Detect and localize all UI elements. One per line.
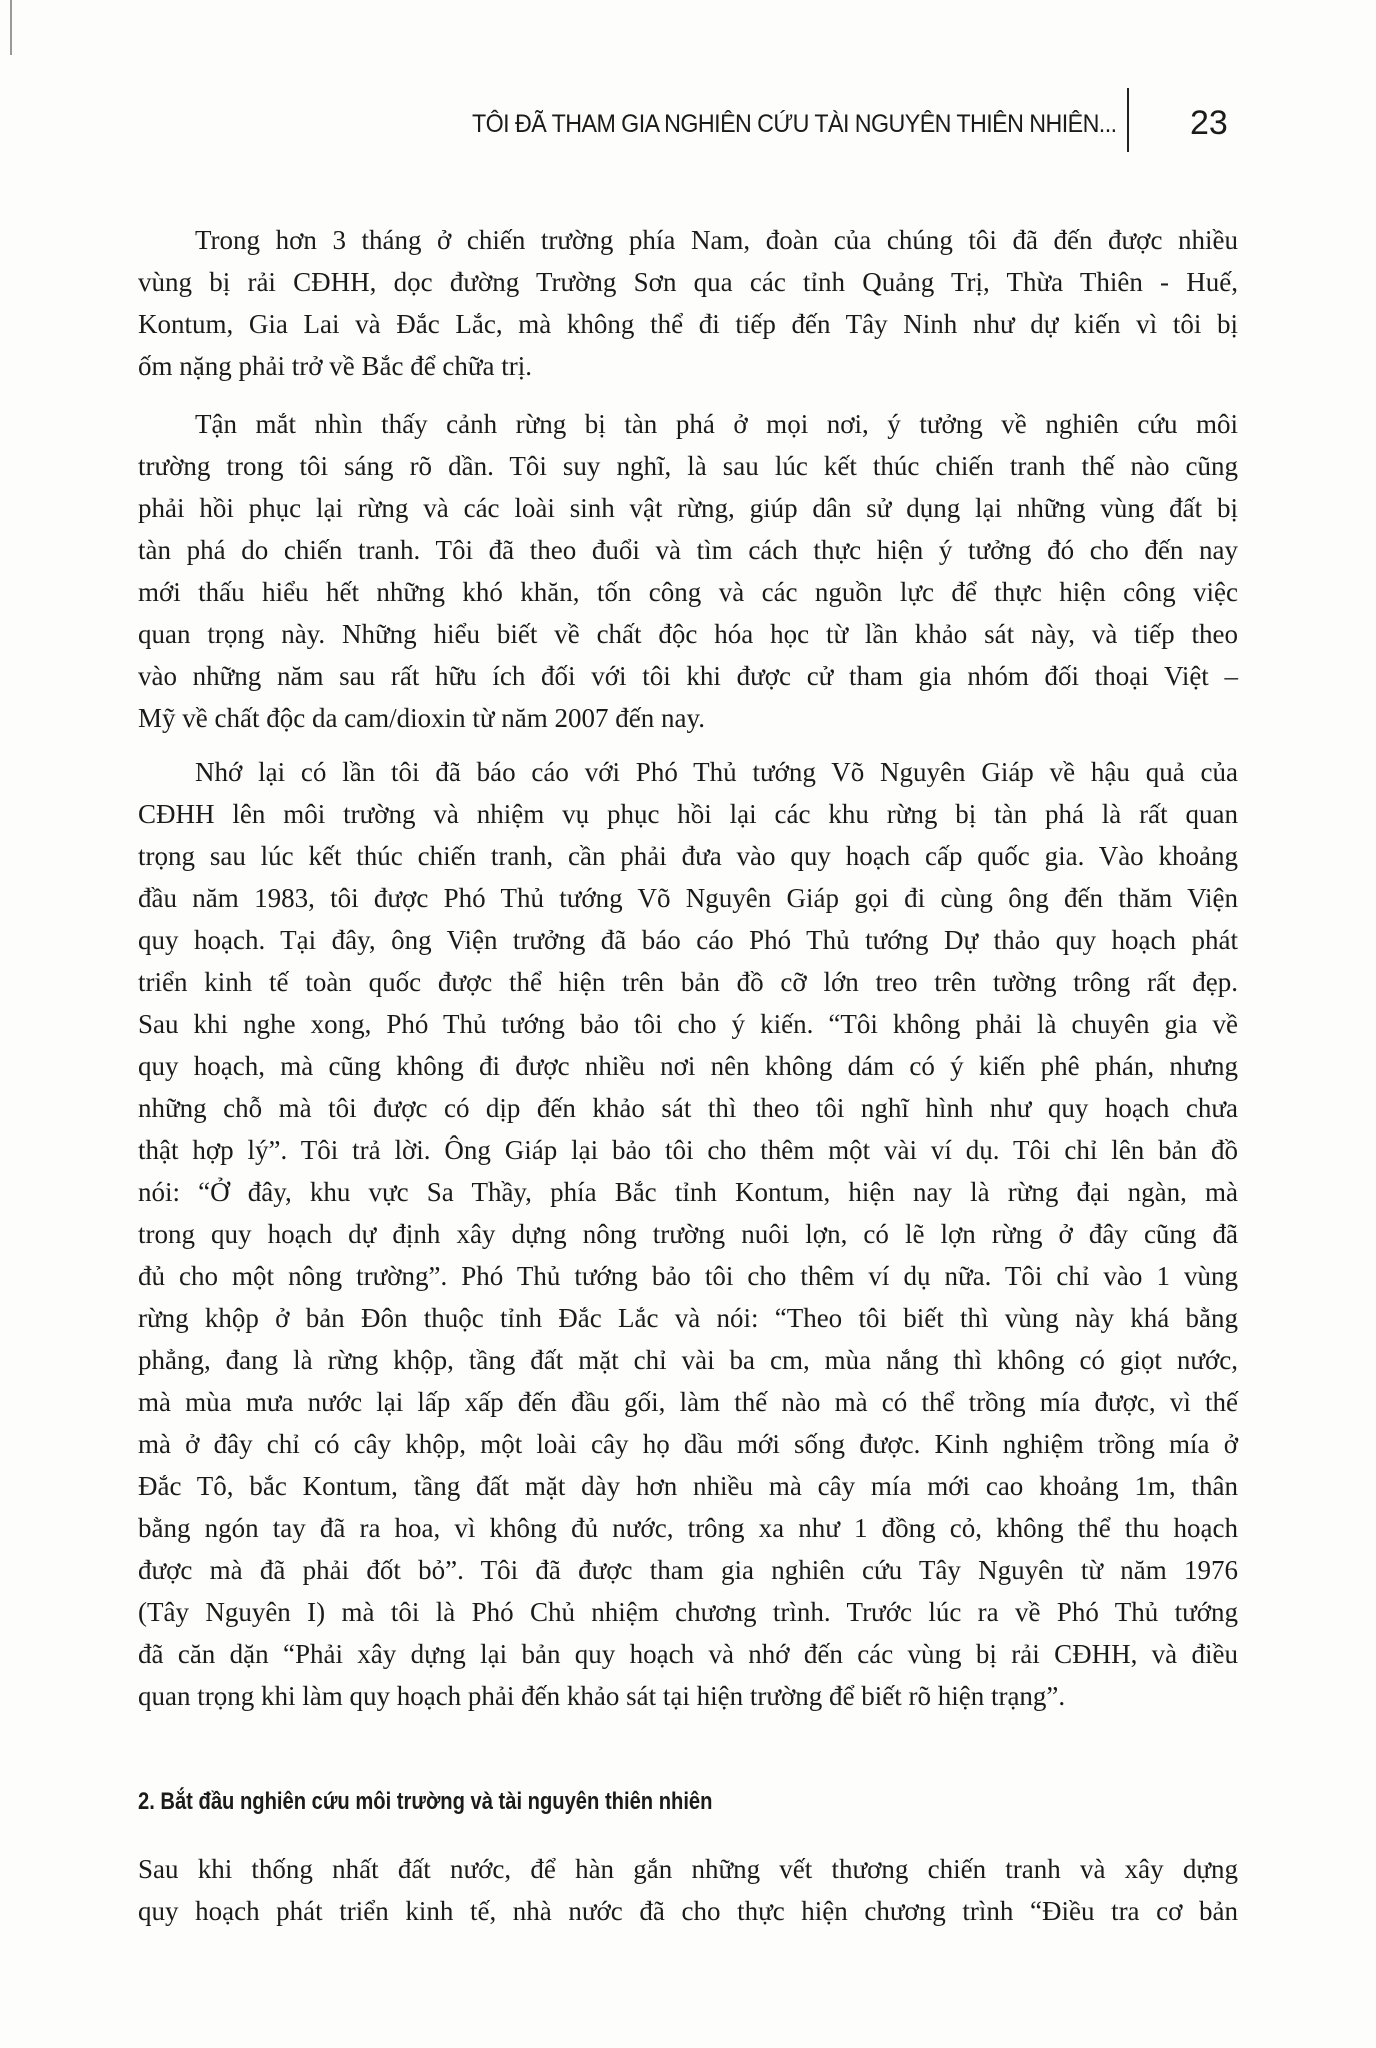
text-line: mà mùa mưa nước lại lấp xấp đến đầu gối, làm thế nào mà có thể trồng mía được, vì thế — [138, 1387, 1238, 1417]
paragraph-3 — [138, 751, 1238, 1717]
text-line: nói: “Ở đây, khu vực Sa Thầy, phía Bắc tỉnh Kontum, hiện nay là rừng đại ngàn, mà — [138, 1177, 1238, 1207]
text-line: Trong hơn 3 tháng ở chiến trường phía Nam, đoàn của chúng tôi đã đến được nhiều — [195, 225, 1238, 255]
text-line: ốm nặng phải trở về Bắc để chữa trị. — [138, 351, 533, 381]
text-line: quy hoạch, mà cũng không đi được nhiều nơi nên không dám có ý kiến phê phán, nhưng — [138, 1051, 1238, 1081]
text-line: quan trọng này. Những hiểu biết về chất độc hóa học từ lần khảo sát này, và tiếp theo — [138, 619, 1238, 649]
text-line: trường trong tôi sáng rõ dần. Tôi suy nghĩ, là sau lúc kết thúc chiến tranh thế nào cũng — [138, 451, 1238, 481]
running-header-title: TÔI ĐÃ THAM GIA NGHIÊN CỨU TÀI NGUYÊN THIÊN NHIÊN... — [472, 110, 1117, 138]
text-line: mới thấu hiểu hết những khó khăn, tốn công và các nguồn lực để thực hiện công việc — [138, 577, 1238, 607]
text-line: phải hồi phục lại rừng và các loài sinh vật rừng, giúp dân sử dụng lại những vùng đất bị — [138, 493, 1238, 523]
text-line: rừng khộp ở bản Đôn thuộc tỉnh Đắc Lắc và nói: “Theo tôi biết thì vùng này khá bằng — [138, 1303, 1238, 1333]
paragraph-2 — [138, 403, 1238, 739]
text-line: Đắc Tô, bắc Kontum, tầng đất mặt dày hơn nhiều mà cây mía mới cao khoảng 1m, thân — [138, 1471, 1238, 1501]
paragraph-4 — [138, 1848, 1238, 1932]
text-line: được mà đã phải đốt bỏ”. Tôi đã được tham gia nghiên cứu Tây Nguyên từ năm 1976 — [138, 1555, 1238, 1585]
text-line: triển kinh tế toàn quốc được thể hiện trên bản đồ cỡ lớn treo trên tường trông rất đẹp. — [138, 967, 1238, 997]
text-line: thật hợp lý”. Tôi trả lời. Ông Giáp lại bảo tôi cho thêm một vài ví dụ. Tôi chỉ lên bản đồ — [138, 1135, 1238, 1165]
text-line: trong quy hoạch dự định xây dựng nông trường nuôi lợn, có lẽ lợn rừng ở đây cũng đã — [138, 1219, 1238, 1249]
text-line: vùng bị rải CĐHH, dọc đường Trường Sơn qua các tỉnh Quảng Trị, Thừa Thiên - Huế, — [138, 267, 1238, 297]
text-line: bằng ngón tay đã ra hoa, vì không đủ nước, trông xa như 1 đồng cỏ, không thể thu hoạch — [138, 1513, 1238, 1543]
text-line: những chỗ mà tôi được có dịp đến khảo sát thì theo tôi nghĩ hình như quy hoạch chưa — [138, 1093, 1238, 1123]
text-line: Nhớ lại có lần tôi đã báo cáo với Phó Thủ tướng Võ Nguyên Giáp về hậu quả của — [195, 757, 1238, 787]
section-heading: 2. Bắt đầu nghiên cứu môi trường và tài nguyên thiên nhiên — [138, 1788, 713, 1815]
header-divider — [1127, 88, 1129, 152]
page-number: 23 — [1190, 104, 1228, 142]
text-line: trọng sau lúc kết thúc chiến tranh, cần phải đưa vào quy hoạch cấp quốc gia. Vào khoảng — [138, 841, 1238, 871]
text-line: Kontum, Gia Lai và Đắc Lắc, mà không thể đi tiếp đến Tây Ninh như dự kiến vì tôi bị — [138, 309, 1238, 339]
text-line: đã căn dặn “Phải xây dựng lại bản quy hoạch và nhớ đến các vùng bị rải CĐHH, và điều — [138, 1639, 1238, 1669]
text-line: Tận mắt nhìn thấy cảnh rừng bị tàn phá ở mọi nơi, ý tưởng về nghiên cứu môi — [195, 409, 1238, 439]
text-line: mà ở đây chỉ có cây khộp, một loài cây họ dầu mới sống được. Kinh nghiệm trồng mía ở — [138, 1429, 1238, 1459]
text-line: vào những năm sau rất hữu ích đối với tôi khi được cử tham gia nhóm đối thoại Việt – — [138, 661, 1238, 691]
text-line: Sau khi thống nhất đất nước, để hàn gắn những vết thương chiến tranh và xây dựng — [138, 1854, 1238, 1884]
text-line: phẳng, đang là rừng khộp, tầng đất mặt chỉ vài ba cm, mùa nắng thì không có giọt nước, — [138, 1345, 1238, 1375]
paragraph-1 — [138, 219, 1238, 387]
text-line: quan trọng khi làm quy hoạch phải đến khảo sát tại hiện trường để biết rõ hiện trạng”. — [138, 1681, 1066, 1711]
text-line: tàn phá do chiến tranh. Tôi đã theo đuổi và tìm cách thực hiện ý tưởng đó cho đến nay — [138, 535, 1238, 565]
text-line: Sau khi nghe xong, Phó Thủ tướng bảo tôi cho ý kiến. “Tôi không phải là chuyên gia về — [138, 1009, 1238, 1039]
page-edge-mark — [10, 0, 12, 55]
text-line: (Tây Nguyên I) mà tôi là Phó Chủ nhiệm chương trình. Trước lúc ra về Phó Thủ tướng — [138, 1597, 1238, 1627]
text-line: quy hoạch phát triển kinh tế, nhà nước đã cho thực hiện chương trình “Điều tra cơ bản — [138, 1896, 1238, 1926]
text-line: đầu năm 1983, tôi được Phó Thủ tướng Võ Nguyên Giáp gọi đi cùng ông đến thăm Viện — [138, 883, 1238, 913]
text-line: Mỹ về chất độc da cam/dioxin từ năm 2007 đến nay. — [138, 703, 705, 733]
text-line: quy hoạch. Tại đây, ông Viện trưởng đã báo cáo Phó Thủ tướng Dự thảo quy hoạch phát — [138, 925, 1238, 955]
text-line: CĐHH lên môi trường và nhiệm vụ phục hồi lại các khu rừng bị tàn phá là rất quan — [138, 799, 1238, 829]
text-line: đủ cho một nông trường”. Phó Thủ tướng bảo tôi cho thêm ví dụ nữa. Tôi chỉ vào 1 vùng — [138, 1261, 1238, 1291]
